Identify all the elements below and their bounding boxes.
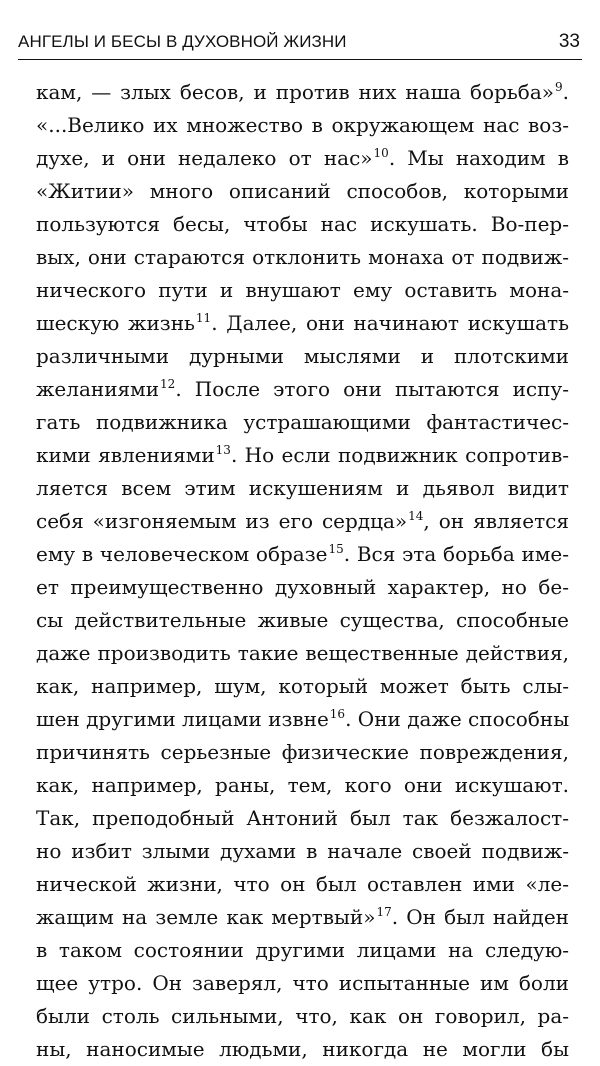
footnote-ref[interactable]: 15 xyxy=(328,542,344,556)
text-line: себя «изгоняемым из его сердца»$^{14}$, он является xyxy=(36,509,569,533)
running-title: АНГЕЛЫ И БЕСЫ В ДУХОВНОЙ ЖИЗНИ xyxy=(18,32,347,51)
text-line: желаниями$^{12}$. После этого они пытаются испу- xyxy=(36,377,569,401)
text-line: как, например, раны, тем, кого они искушают. xyxy=(36,773,569,797)
text-line: духе, и они недалеко от нас»$^{10}$. Мы находим в xyxy=(36,146,569,170)
text-line: гать подвижника устрашающими фантастичес- xyxy=(36,410,569,434)
footnote-ref[interactable]: 11 xyxy=(195,311,212,325)
header-rule xyxy=(18,59,582,60)
text-line: шескую жизнь$^{11}$. Далее, они начинают искушать xyxy=(36,311,569,335)
text-line: кими явлениями$^{13}$. Но если подвижник сопротив- xyxy=(36,443,569,467)
text-line: Так, преподобный Антоний был так безжалост- xyxy=(36,806,569,830)
text-line: пользуются бесы, чтобы нас искушать. Во-пер- xyxy=(36,212,569,236)
body-text xyxy=(36,76,569,1066)
text-line: в таком состоянии другими лицами на следую- xyxy=(36,938,569,962)
text-line: различными дурными мыслями и плотскими xyxy=(36,344,569,368)
page-number: 33 xyxy=(558,31,580,52)
text-line: причинять серьезные физические повреждения, xyxy=(36,740,569,764)
text-line: сы действительные живые существа, способные xyxy=(36,608,569,632)
text-line: «...Велико их множество в окружающем нас воз- xyxy=(36,113,569,137)
text-line: шен другими лицами извне$^{16}$. Они даже способны xyxy=(36,707,570,731)
text-line: были столь сильными, что, как он говорил, ра- xyxy=(36,1004,569,1028)
text-line: нической жизни, что он был оставлен ими «ле- xyxy=(36,872,569,896)
footnote-ref[interactable]: 9 xyxy=(555,80,563,94)
running-head xyxy=(18,30,582,58)
text-line: ему в человеческом образе$^{15}$. Вся эта борьба име- xyxy=(36,542,569,566)
text-line: как, например, шум, который может быть слы- xyxy=(36,674,569,698)
footnote-ref[interactable]: 17 xyxy=(376,905,392,919)
text-line: даже производить такие вещественные действия, xyxy=(36,641,569,665)
text-line: вых, они стараются отклонить монаха от подвиж- xyxy=(36,245,569,269)
text-line: нического пути и внушают ему оставить мона- xyxy=(36,278,569,302)
text-line: но избит злыми духами в начале своей подвиж- xyxy=(36,839,569,863)
footnote-ref[interactable]: 14 xyxy=(408,509,424,523)
text-line: ны, наносимые людьми, никогда не могли бы xyxy=(36,1037,569,1061)
text-line: «Житии» много описаний способов, которыми xyxy=(36,179,569,203)
text-line: щее утро. Он заверял, что испытанные им боли xyxy=(36,971,569,995)
text-line: жащим на земле как мертвый»$^{17}$. Он был найден xyxy=(36,905,569,929)
text-line: ет преимущественно духовный характер, но бе- xyxy=(36,575,569,599)
footnote-ref[interactable]: 13 xyxy=(215,443,231,457)
footnote-ref[interactable]: 10 xyxy=(373,146,389,160)
text-line: ляется всем этим искушениям и дьявол видит xyxy=(36,476,569,500)
text-line: кам, — злых бесов, и против них наша борьба»$^9$. xyxy=(36,80,569,104)
footnote-ref[interactable]: 12 xyxy=(160,377,176,391)
footnote-ref[interactable]: 16 xyxy=(329,707,346,721)
